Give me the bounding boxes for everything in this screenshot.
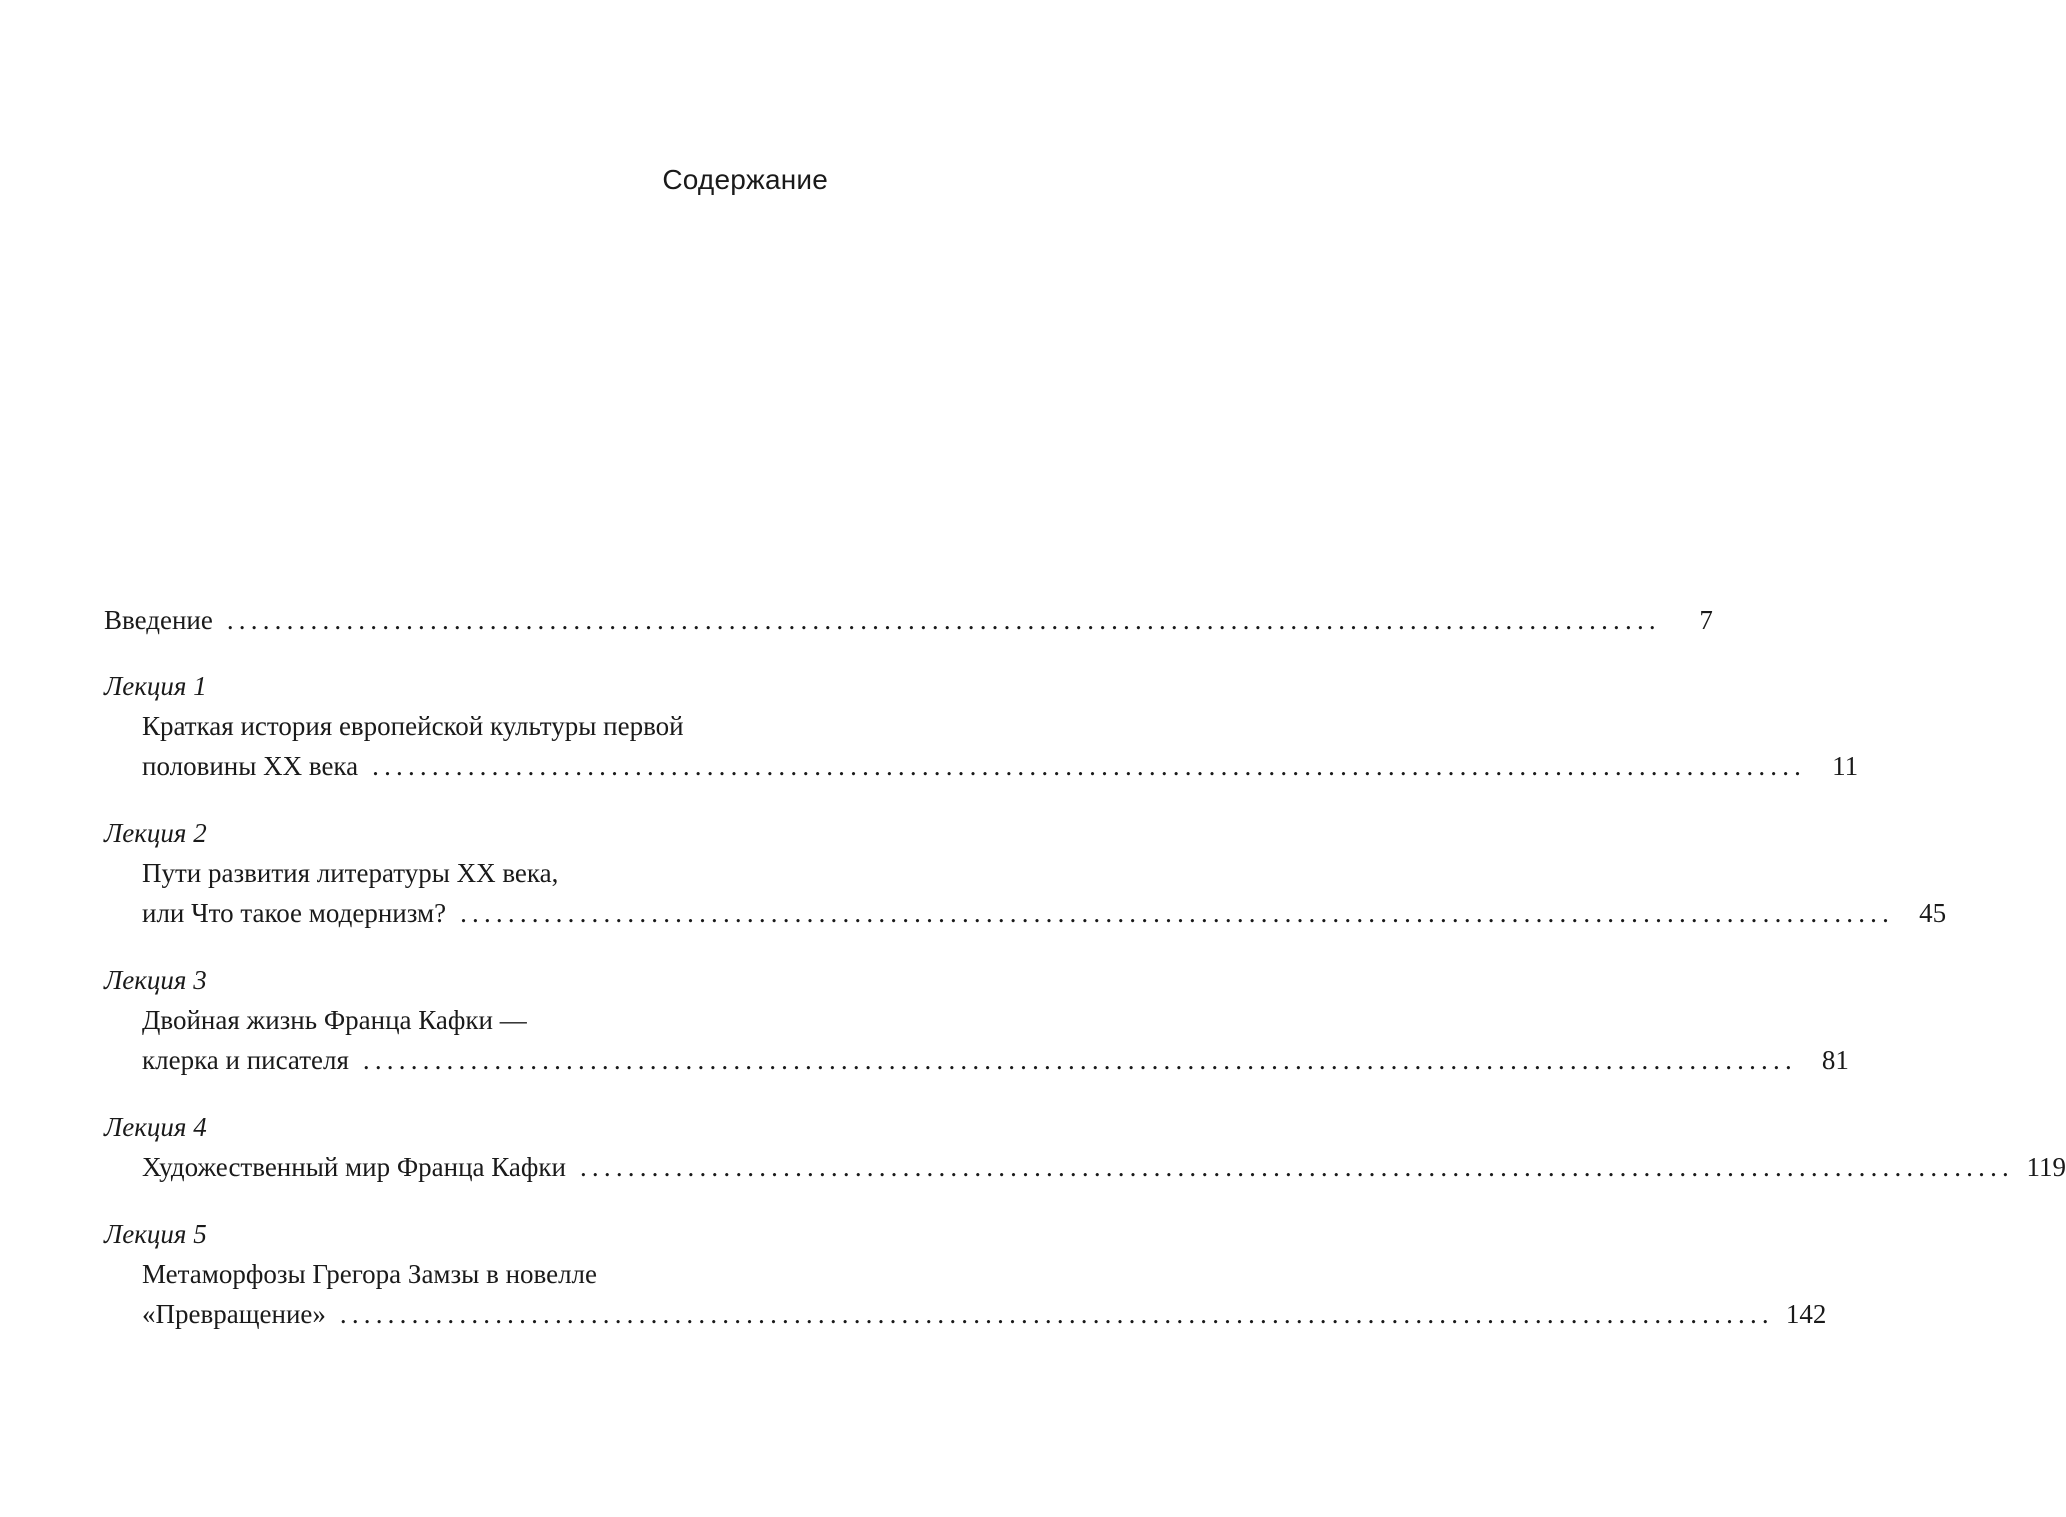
toc-entry-title: Художественный мир Франца Кафки <box>142 1152 566 1182</box>
dot-leader: ........................................................................................................................ <box>579 1152 2014 1182</box>
dot-leader: ........................................................................................................................ <box>460 898 1895 928</box>
toc-page-number: 81 <box>1821 1045 1849 1075</box>
toc-entry-line <box>104 1040 1849 1080</box>
toc-page-number: 119 <box>2026 1152 2066 1182</box>
toc-lecture-1[interactable] <box>104 666 1859 786</box>
toc-entry-intro[interactable] <box>104 600 1713 640</box>
toc-lecture-2[interactable] <box>104 813 1947 933</box>
lecture-label: Лекция 3 <box>104 965 207 995</box>
dot-leader: ........................................................................................................................ <box>362 1045 1797 1075</box>
toc-entry-line <box>104 1294 1827 1334</box>
toc-entry-title: Введение <box>104 605 213 635</box>
table-of-contents <box>104 600 2066 1334</box>
page-title: Содержание <box>662 164 828 195</box>
toc-entry-title: Пути развития литературы XX века, <box>142 858 559 888</box>
toc-entry-line <box>104 853 828 893</box>
toc-entry-title: Двойная жизнь Франца Кафки — <box>142 1005 527 1035</box>
toc-page-number: 142 <box>1785 1299 1827 1329</box>
toc-page-number: 45 <box>1919 898 1947 928</box>
toc-page-number: 7 <box>1699 605 1713 635</box>
toc-lecture-4[interactable] <box>104 1107 2066 1187</box>
toc-entry-line <box>104 706 828 746</box>
lecture-label: Лекция 5 <box>104 1219 207 1249</box>
toc-entry-title: Метаморфозы Грегора Замзы в новелле <box>142 1259 598 1289</box>
dot-leader: ........................................................................................................................ <box>339 1299 1774 1329</box>
toc-lecture-3[interactable] <box>104 960 1849 1080</box>
toc-entry-title: половины XX века <box>142 751 359 781</box>
dot-leader: ........................................................................................................................ <box>226 605 1661 635</box>
toc-page-number: 11 <box>1832 751 1859 781</box>
lecture-label: Лекция 4 <box>104 1112 207 1142</box>
toc-entry-line <box>104 1000 828 1040</box>
toc-entry-title: клерка и писателя <box>142 1045 349 1075</box>
toc-entry-line <box>104 1254 828 1294</box>
toc-entry-line <box>104 746 1859 786</box>
lecture-label: Лекция 1 <box>104 671 207 701</box>
dot-leader: ........................................................................................................................ <box>372 751 1807 781</box>
toc-entry-title: Краткая история европейской культуры первой <box>142 711 684 741</box>
toc-lecture-5[interactable] <box>104 1214 1827 1334</box>
toc-entry-title: или Что такое модернизм? <box>142 898 447 928</box>
toc-entry-line <box>104 893 1947 933</box>
toc-entry-line <box>104 1147 2066 1187</box>
toc-entry-title: «Превращение» <box>142 1299 326 1329</box>
lecture-label: Лекция 2 <box>104 818 207 848</box>
